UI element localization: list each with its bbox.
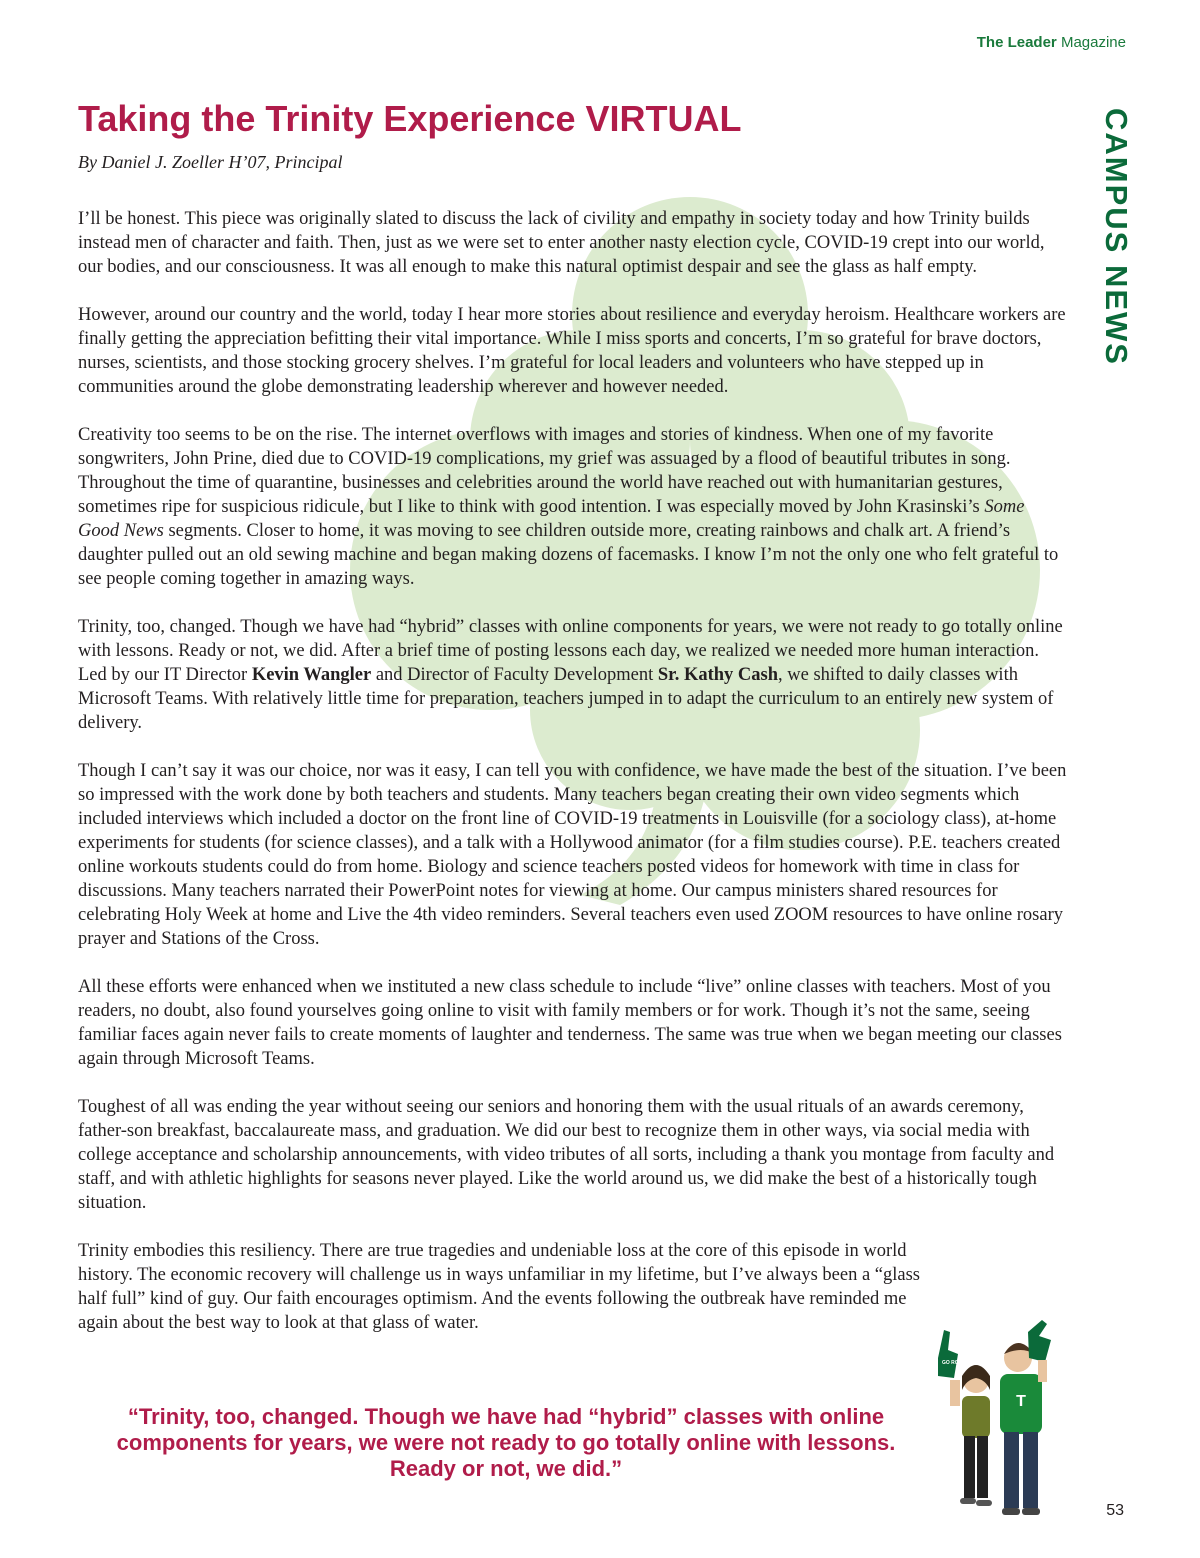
paragraph-4 — [78, 615, 1068, 735]
paragraph-3-text-b: segments. Closer to home, it was moving to see children outside more, creating rainbows and chalk art. A friend’s daughter pulled out an old sewing machine and began making dozens of facemasks. I know I’m not the only one who felt grateful to see people coming together in amazing ways. — [78, 521, 1059, 589]
pull-quote: “Trinity, too, changed. Though we have had “hybrid” classes with online components for years, we were not ready to go totally online with lessons. Ready or not, we did.” — [116, 1404, 896, 1481]
shirt-letter: T — [1016, 1393, 1026, 1410]
show-title: Some Good News — [78, 497, 1025, 541]
article-body — [78, 207, 1068, 1359]
magazine-suffix: Magazine — [1056, 34, 1126, 51]
paragraph-3-text-a: Creativity too seems to be on the rise. The internet overflows with images and stories of kindness. When one of my favorite songwriters, John Prine, died due to COVID-19 complications, my grief was assuaged by a flood of beautiful tributes in song. Throughout the time of quarantine, businesses and celebrities around the world have reached out with humanitarian gestures, sometimes ripe for suspicious ridicule, but I like to think with good intention. I was especially moved by John Krasinski’s — [78, 425, 1011, 517]
name-kevin-wangler: Kevin Wangler — [251, 665, 372, 685]
magazine-header — [977, 34, 1126, 51]
section-label: CAMPUS NEWS — [1099, 108, 1134, 366]
article-byline: By Daniel J. Zoeller H’07, Principal — [78, 152, 343, 172]
magazine-brand: The Leader — [976, 34, 1057, 51]
paragraph-4-text-a: Trinity, too, changed. Though we have had “hybrid” classes with online components for years, we were not ready to go totally online with lessons. Ready or not, we did. After a brief time of posting lessons each day, we realized we needed more human interaction. Led by our IT Director — [78, 617, 1063, 685]
name-kathy-cash: Sr. Kathy Cash — [657, 665, 779, 685]
article-title: Taking the Trinity Experience VIRTUAL — [78, 98, 742, 139]
paragraph-4-text-b: and Director of Faculty Development — [371, 665, 658, 685]
paragraph-5: Though I can’t say it was our choice, nor was it easy, I can tell you with confidence, we have made the best of the situation. I’ve been so impressed with the work done by both teachers and students. Many teachers began creating their own video segments which included interviews which included a doctor on the front line of COVID-19 treatments in Louisville (for a sociology class), at-home experiments for students (for science classes), and a talk with a Hollywood animator (for a film studies course). P.E. teachers created online workouts students could do from home. Biology and science teachers posted videos for homework with time in class for discussions. Many teachers narrated their PowerPoint notes for viewing at home. Our campus ministers shared resources for celebrating Holy Week at home and Live the 4th video reminders. Several teachers even used ZOOM resources to have online rosary prayer and Stations of the Cross. — [78, 761, 1067, 949]
paragraph-4-text-c: , we shifted to daily classes with Microsoft Teams. With relatively little time for preparation, teachers jumped in to adapt the curriculum to an entirely new system of delivery. — [78, 665, 1054, 733]
page-number: 53 — [1106, 1502, 1124, 1519]
paragraph-6: All these efforts were enhanced when we instituted a new class schedule to include “live” online classes with teachers. Most of you readers, no doubt, also found yourselves going online to visit with family members or for work. Though it’s not the same, seeing familiar faces again never fails to create moments of laughter and tenderness. The same was true when we began meeting our classes again through Microsoft Teams. — [78, 977, 1062, 1069]
paragraph-1: I’ll be honest. This piece was originally slated to discuss the lack of civility and empathy in society today and how Trinity builds instead men of character and faith. Then, just as we were set to enter another nasty election cycle, COVID-19 crept into our world, our bodies, and our consciousness. It was all enough to make this natural optimist despair and see the glass as half empty. — [78, 209, 1045, 277]
paragraph-8: Trinity embodies this resiliency. There are true tragedies and undeniable loss at the core of this episode in world history. The economic recovery will challenge us in ways unfamiliar in my lifetime, but I’ve always been a “glass half full” kind of guy. Our faith encourages optimism. And the events following the outbreak have reminded me again about the best way to look at that glass of water. — [78, 1241, 921, 1333]
foam-finger-text: GO ROCKS — [942, 1360, 970, 1366]
paragraph-3 — [78, 423, 1068, 591]
paragraph-7: Toughest of all was ending the year without seeing our seniors and honoring them with the usual rituals of an awards ceremony, father-son breakfast, baccalaureate mass, and graduation. We did our best to recognize them in other ways, via social media with college acceptance and scholarship announcements, with video tributes of all sorts, including a thank you montage from faculty and staff, and with athletic highlights for seasons never played. Like the world around us, we did make the best of a historically tough situation. — [78, 1097, 1055, 1213]
paragraph-2: However, around our country and the world, today I hear more stories about resilience and everyday heroism. Healthcare workers are finally getting the appreciation befitting their vital importance. While I miss sports and concerts, I’m so grateful for brave doctors, nurses, scientists, and those stocking grocery shelves. I’m grateful for local leaders and volunteers who have stepped up in communities around the globe demonstrating leadership wherever and however needed. — [78, 305, 1066, 397]
